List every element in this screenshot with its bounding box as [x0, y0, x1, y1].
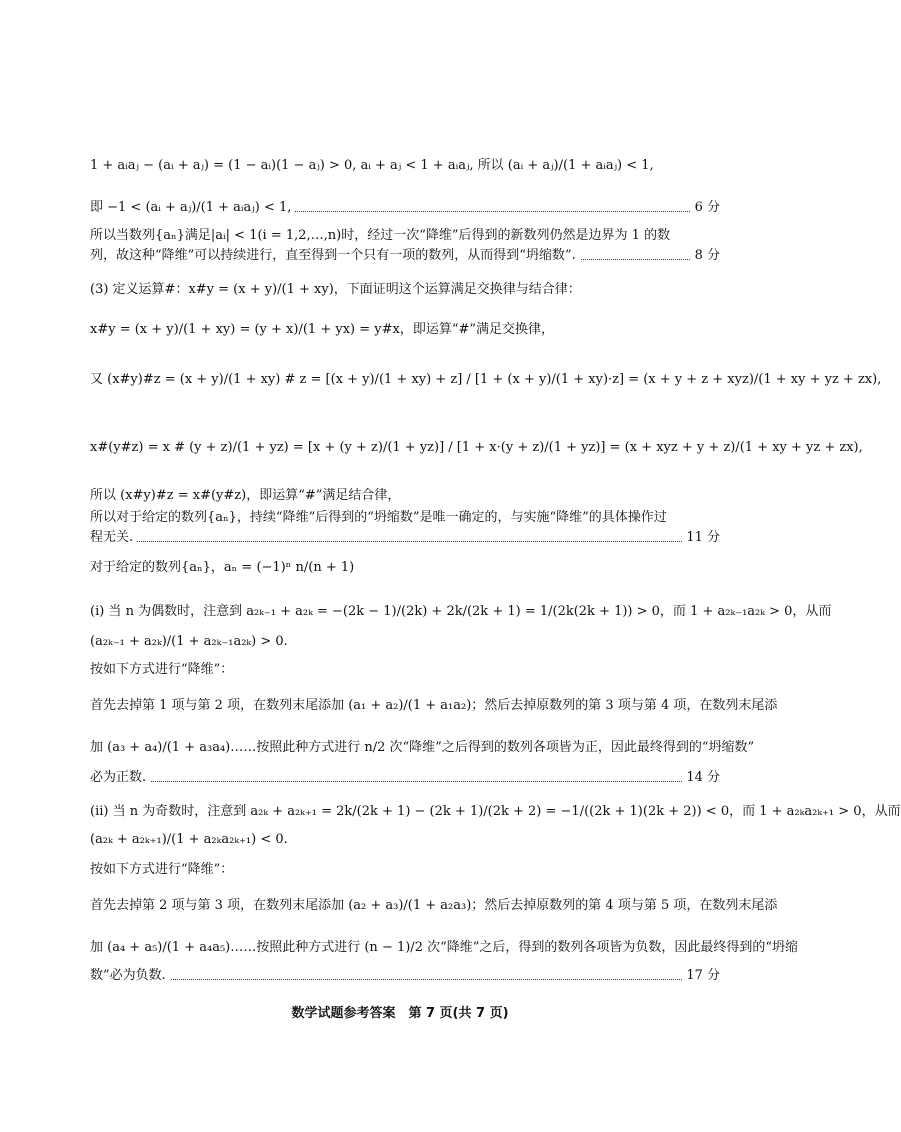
score-label: 14 分 [682, 770, 720, 786]
text-line: x#y = (x + y)/(1 + xy) = (y + x)/(1 + yx) = y#x，即运算“#”满足交换律， [90, 322, 555, 337]
text-line: 所以 (x#y)#z = x#(y#z)，即运算“#”满足结合律， [90, 488, 401, 503]
text-line: x#(y#z) = x # (y + z)/(1 + yz) = [x + (y + z)/(1 + yz)] / [1 + x·(y + z)/(1 + yz)] = (x + xyz + y + z)/(1 + xy + yz + zx), [90, 440, 863, 455]
text-line: 对于给定的数列{aₙ}，aₙ = (−1)ⁿ n/(n + 1) [90, 560, 355, 575]
text-line: 列，故这种“降维”可以持续进行，直至得到一个只有一项的数列，从而得到“坍缩数”. 8 分 [90, 248, 720, 263]
text-line: (a₂ₖ + a₂ₖ₊₁)/(1 + a₂ₖa₂ₖ₊₁) < 0. [90, 832, 288, 847]
text-line: 首先去掉第 1 项与第 2 项，在数列末尾添加 (a₁ + a₂)/(1 + a₁a₂)；然后去掉原数列的第 3 项与第 4 项，在数列末尾添 [90, 698, 778, 713]
score-label: 17 分 [682, 968, 720, 984]
text-line: (a₂ₖ₋₁ + a₂ₖ)/(1 + a₂ₖ₋₁a₂ₖ) > 0. [90, 634, 288, 649]
text-line: 所以对于给定的数列{aₙ}，持续“降维”后得到的“坍缩数”是唯一确定的，与实施“降维”的具体操作过 [90, 510, 667, 525]
text-line: 1 + aᵢaⱼ − (aᵢ + aⱼ) = (1 − aᵢ)(1 − aⱼ) > 0, aᵢ + aⱼ < 1 + aᵢaⱼ, 所以 (aᵢ + aⱼ)/(1 + aᵢaⱼ) < 1, [90, 158, 654, 173]
text-line: 必为正数. 14 分 [90, 770, 720, 785]
text-line: 又 (x#y)#z = (x + y)/(1 + xy) # z = [(x + y)/(1 + xy) + z] / [1 + (x + y)/(1 + xy)·z] = (x + y + z + xyz)/(1 + xy + yz + zx), [90, 372, 882, 387]
score-label: 6 分 [691, 200, 720, 216]
text-line: 按如下方式进行“降维”： [90, 862, 234, 877]
text-line: 加 (a₄ + a₅)/(1 + a₄a₅)……按照此种方式进行 (n − 1)/2 次“降维”之后，得到的数列各项皆为负数，因此最终得到的“坍缩 [90, 940, 799, 955]
text-line: 数”必为负数. 17 分 [90, 968, 720, 983]
text-line: 所以当数列{aₙ}满足|aᵢ| < 1(i = 1,2,…,n)时，经过一次“降维”后得到的新数列仍然是边界为 1 的数 [90, 228, 671, 243]
page-footer: 数学试题参考答案 第 7 页(共 7 页) [291, 1006, 509, 1021]
score-label: 11 分 [682, 530, 720, 546]
text-line: 程无关. 11 分 [90, 530, 720, 545]
text-line: 加 (a₃ + a₄)/(1 + a₃a₄)……按照此种方式进行 n/2 次“降维”之后得到的数列各项皆为正，因此最终得到的“坍缩数” [90, 740, 755, 755]
text-line: (3) 定义运算#：x#y = (x + y)/(1 + xy)，下面证明这个运算满足交换律与结合律： [90, 282, 581, 297]
text-line: 即 −1 < (aᵢ + aⱼ)/(1 + aᵢaⱼ) < 1, 6 分 [90, 200, 720, 215]
text-line: 首先去掉第 2 项与第 3 项，在数列末尾添加 (a₂ + a₃)/(1 + a₂a₃)；然后去掉原数列的第 4 项与第 5 项，在数列末尾添 [90, 898, 778, 913]
text-line: (ⅰ) 当 n 为偶数时，注意到 a₂ₖ₋₁ + a₂ₖ = −(2k − 1)/(2k) + 2k/(2k + 1) = 1/(2k(2k + 1)) > 0，而 1 + a₂ₖ₋₁a₂ₖ > 0，从而 [90, 604, 832, 619]
score-label: 8 分 [691, 248, 720, 264]
text-line: 按如下方式进行“降维”： [90, 662, 234, 677]
text-line: (ⅱ) 当 n 为奇数时，注意到 a₂ₖ + a₂ₖ₊₁ = 2k/(2k + 1) − (2k + 1)/(2k + 2) = −1/((2k + 1)(2k + 2)) < 0，而 1 + a₂ₖa₂ₖ₊₁ > 0，从而 [90, 804, 901, 819]
